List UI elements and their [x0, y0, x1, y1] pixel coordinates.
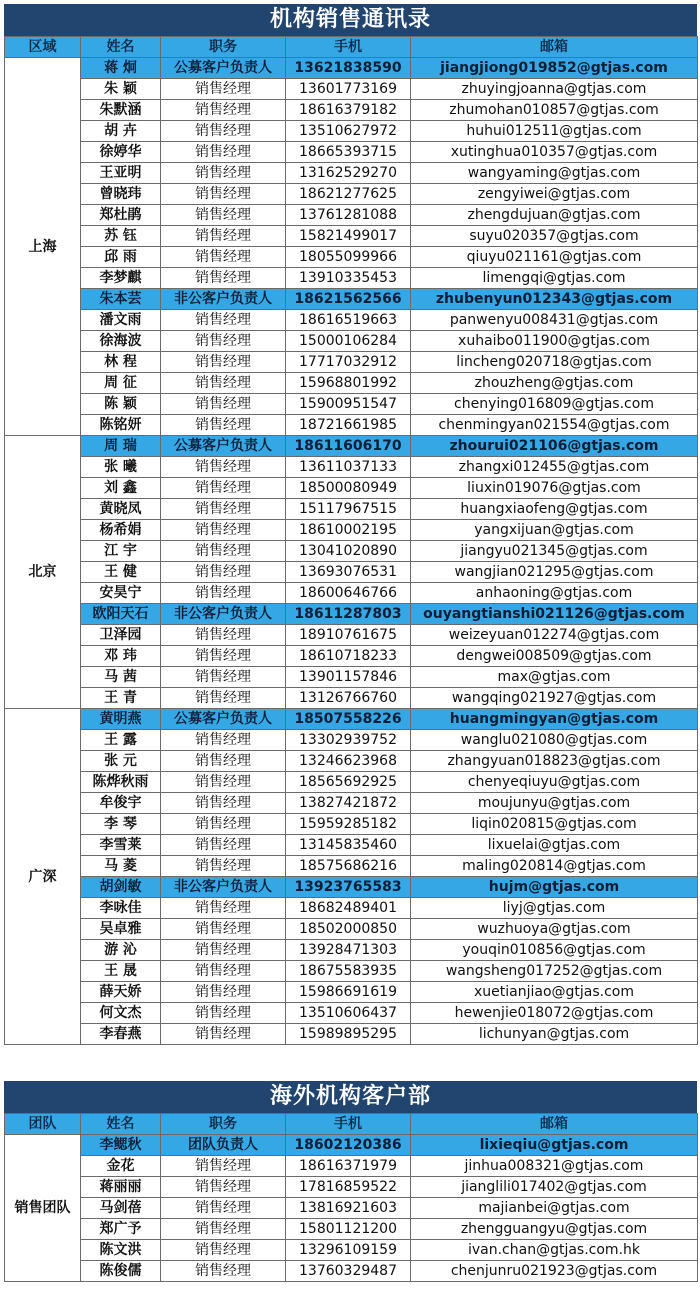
email-cell: ivan.chan@gtjas.com.hk	[411, 1240, 698, 1261]
email-cell: zhouzheng@gtjas.com	[411, 373, 698, 394]
phone-cell: 17816859522	[286, 1177, 411, 1198]
header-email: 邮箱	[411, 37, 698, 58]
header-role: 职务	[161, 1114, 286, 1135]
name-cell: 胡剑敏	[81, 877, 161, 898]
name-cell: 邱 雨	[81, 247, 161, 268]
table-row	[5, 352, 698, 373]
name-cell: 安昊宁	[81, 583, 161, 604]
name-cell: 朱 颖	[81, 79, 161, 100]
table-row	[5, 226, 698, 247]
name-cell: 朱默涵	[81, 100, 161, 121]
name-cell: 陈铭妍	[81, 415, 161, 436]
email-cell: hujm@gtjas.com	[411, 877, 698, 898]
name-cell: 马剑蓓	[81, 1198, 161, 1219]
phone-cell: 13621838590	[286, 58, 411, 79]
email-cell: jinhua008321@gtjas.com	[411, 1156, 698, 1177]
role-cell: 销售经理	[161, 373, 286, 394]
name-cell: 刘 鑫	[81, 478, 161, 499]
email-cell: lincheng020718@gtjas.com	[411, 352, 698, 373]
email-cell: zhubenyun012343@gtjas.com	[411, 289, 698, 310]
email-cell: xuetianjiao@gtjas.com	[411, 982, 698, 1003]
table-row	[5, 541, 698, 562]
role-cell: 销售经理	[161, 1177, 286, 1198]
role-cell: 销售经理	[161, 142, 286, 163]
phone-cell: 13126766760	[286, 688, 411, 709]
name-cell: 徐婷华	[81, 142, 161, 163]
table-row	[5, 688, 698, 709]
table-row	[5, 856, 698, 877]
email-cell: qiuyu021161@gtjas.com	[411, 247, 698, 268]
role-cell: 非公客户负责人	[161, 877, 286, 898]
name-cell: 游 沁	[81, 940, 161, 961]
name-cell: 王亚明	[81, 163, 161, 184]
phone-cell: 18616519663	[286, 310, 411, 331]
role-cell: 销售经理	[161, 415, 286, 436]
name-cell: 薛天娇	[81, 982, 161, 1003]
phone-cell: 18682489401	[286, 898, 411, 919]
table-row	[5, 1240, 698, 1261]
name-cell: 马 菱	[81, 856, 161, 877]
role-cell: 销售经理	[161, 940, 286, 961]
role-cell: 销售经理	[161, 184, 286, 205]
table-row	[5, 961, 698, 982]
directory-table	[4, 36, 698, 1045]
name-cell: 徐海波	[81, 331, 161, 352]
role-cell: 销售经理	[161, 961, 286, 982]
name-cell: 王 晟	[81, 961, 161, 982]
name-cell: 张 曦	[81, 457, 161, 478]
phone-cell: 13510606437	[286, 1003, 411, 1024]
name-cell: 吴卓雅	[81, 919, 161, 940]
table-row	[5, 100, 698, 121]
directory-header-row	[5, 37, 698, 58]
email-cell: liyj@gtjas.com	[411, 898, 698, 919]
table-row	[5, 877, 698, 898]
name-cell: 潘文雨	[81, 310, 161, 331]
email-cell: anhaoning@gtjas.com	[411, 583, 698, 604]
phone-cell: 15986691619	[286, 982, 411, 1003]
role-cell: 销售经理	[161, 982, 286, 1003]
table-row	[5, 184, 698, 205]
phone-cell: 18610718233	[286, 646, 411, 667]
phone-cell: 13145835460	[286, 835, 411, 856]
phone-cell: 13816921603	[286, 1198, 411, 1219]
table-row	[5, 667, 698, 688]
role-cell: 销售经理	[161, 730, 286, 751]
email-cell: wangqing021927@gtjas.com	[411, 688, 698, 709]
email-cell: lixieqiu@gtjas.com	[411, 1135, 698, 1156]
header-email: 邮箱	[411, 1114, 698, 1135]
table-row	[5, 940, 698, 961]
role-cell: 销售经理	[161, 331, 286, 352]
phone-cell: 18507558226	[286, 709, 411, 730]
name-cell: 黄明燕	[81, 709, 161, 730]
role-cell: 销售经理	[161, 121, 286, 142]
name-cell: 卫泽园	[81, 625, 161, 646]
role-cell: 销售经理	[161, 751, 286, 772]
email-cell: zhangyuan018823@gtjas.com	[411, 751, 698, 772]
role-cell: 销售经理	[161, 1198, 286, 1219]
email-cell: chenyeqiuyu@gtjas.com	[411, 772, 698, 793]
role-cell: 销售经理	[161, 520, 286, 541]
phone-cell: 13296109159	[286, 1240, 411, 1261]
email-cell: yangxijuan@gtjas.com	[411, 520, 698, 541]
table-row	[5, 331, 698, 352]
name-cell: 李鳃秋	[81, 1135, 161, 1156]
table-row	[5, 268, 698, 289]
email-cell: zhengdujuan@gtjas.com	[411, 205, 698, 226]
name-cell: 李雪莱	[81, 835, 161, 856]
email-cell: liuxin019076@gtjas.com	[411, 478, 698, 499]
table-row	[5, 373, 698, 394]
email-cell: max@gtjas.com	[411, 667, 698, 688]
directory-region-cell: 上海	[5, 58, 81, 436]
role-cell: 销售经理	[161, 268, 286, 289]
phone-cell: 13611037133	[286, 457, 411, 478]
email-cell: jianglili017402@gtjas.com	[411, 1177, 698, 1198]
role-cell: 团队负责人	[161, 1135, 286, 1156]
role-cell: 销售经理	[161, 1003, 286, 1024]
role-cell: 销售经理	[161, 1240, 286, 1261]
email-cell: limengqi@gtjas.com	[411, 268, 698, 289]
name-cell: 王 健	[81, 562, 161, 583]
email-cell: zhuyingjoanna@gtjas.com	[411, 79, 698, 100]
phone-cell: 18500080949	[286, 478, 411, 499]
table-row	[5, 310, 698, 331]
table-row	[5, 436, 698, 457]
phone-cell: 13302939752	[286, 730, 411, 751]
phone-cell: 13041020890	[286, 541, 411, 562]
phone-cell: 18611287803	[286, 604, 411, 625]
phone-cell: 18565692925	[286, 772, 411, 793]
overseas-body	[5, 1135, 698, 1282]
phone-cell: 15968801992	[286, 373, 411, 394]
phone-cell: 13693076531	[286, 562, 411, 583]
email-cell: dengwei008509@gtjas.com	[411, 646, 698, 667]
role-cell: 公募客户负责人	[161, 58, 286, 79]
directory-region-cell: 广深	[5, 709, 81, 1045]
email-cell: hewenjie018072@gtjas.com	[411, 1003, 698, 1024]
role-cell: 销售经理	[161, 541, 286, 562]
email-cell: huangmingyan@gtjas.com	[411, 709, 698, 730]
email-cell: zengyiwei@gtjas.com	[411, 184, 698, 205]
role-cell: 销售经理	[161, 688, 286, 709]
name-cell: 李 琴	[81, 814, 161, 835]
role-cell: 销售经理	[161, 772, 286, 793]
phone-cell: 18616379182	[286, 100, 411, 121]
role-cell: 销售经理	[161, 1261, 286, 1282]
phone-cell: 18616371979	[286, 1156, 411, 1177]
phone-cell: 18621277625	[286, 184, 411, 205]
name-cell: 王 露	[81, 730, 161, 751]
role-cell: 销售经理	[161, 163, 286, 184]
header-name: 姓名	[81, 37, 161, 58]
role-cell: 销售经理	[161, 835, 286, 856]
role-cell: 销售经理	[161, 625, 286, 646]
name-cell: 张 元	[81, 751, 161, 772]
name-cell: 苏 钰	[81, 226, 161, 247]
table-row	[5, 982, 698, 1003]
directory-body	[5, 58, 698, 1045]
phone-cell: 18602120386	[286, 1135, 411, 1156]
email-cell: zhourui021106@gtjas.com	[411, 436, 698, 457]
header-phone: 手机	[286, 1114, 411, 1135]
table-row	[5, 625, 698, 646]
table-row	[5, 205, 698, 226]
name-cell: 蒋丽丽	[81, 1177, 161, 1198]
phone-cell: 13601773169	[286, 79, 411, 100]
name-cell: 杨希娟	[81, 520, 161, 541]
email-cell: moujunyu@gtjas.com	[411, 793, 698, 814]
email-cell: suyu020357@gtjas.com	[411, 226, 698, 247]
table-row	[5, 415, 698, 436]
phone-cell: 15821499017	[286, 226, 411, 247]
table-row	[5, 751, 698, 772]
table-row	[5, 121, 698, 142]
table-row	[5, 604, 698, 625]
name-cell: 郑广予	[81, 1219, 161, 1240]
role-cell: 销售经理	[161, 499, 286, 520]
email-cell: zhumohan010857@gtjas.com	[411, 100, 698, 121]
header-team: 团队	[5, 1114, 81, 1135]
email-cell: jiangjiong019852@gtjas.com	[411, 58, 698, 79]
phone-cell: 18910761675	[286, 625, 411, 646]
overseas-title: 海外机构客户部	[4, 1081, 697, 1113]
name-cell: 陈俊儒	[81, 1261, 161, 1282]
phone-cell: 18600646766	[286, 583, 411, 604]
table-row	[5, 142, 698, 163]
role-cell: 销售经理	[161, 394, 286, 415]
directory-region-cell: 北京	[5, 436, 81, 709]
name-cell: 陈文洪	[81, 1240, 161, 1261]
name-cell: 周 瑞	[81, 436, 161, 457]
phone-cell: 13760329487	[286, 1261, 411, 1282]
phone-cell: 15900951547	[286, 394, 411, 415]
email-cell: chenjunru021923@gtjas.com	[411, 1261, 698, 1282]
email-cell: jiangyu021345@gtjas.com	[411, 541, 698, 562]
header-role: 职务	[161, 37, 286, 58]
role-cell: 销售经理	[161, 1219, 286, 1240]
phone-cell: 15000106284	[286, 331, 411, 352]
table-row	[5, 1024, 698, 1045]
table-row	[5, 583, 698, 604]
overseas-section	[4, 1081, 697, 1282]
table-row	[5, 58, 698, 79]
name-cell: 陈 颖	[81, 394, 161, 415]
role-cell: 公募客户负责人	[161, 436, 286, 457]
header-phone: 手机	[286, 37, 411, 58]
email-cell: ouyangtianshi021126@gtjas.com	[411, 604, 698, 625]
role-cell: 公募客户负责人	[161, 709, 286, 730]
role-cell: 销售经理	[161, 79, 286, 100]
email-cell: xuhaibo011900@gtjas.com	[411, 331, 698, 352]
name-cell: 郑杜鹃	[81, 205, 161, 226]
email-cell: majianbei@gtjas.com	[411, 1198, 698, 1219]
phone-cell: 13246623968	[286, 751, 411, 772]
table-row	[5, 709, 698, 730]
table-row	[5, 646, 698, 667]
table-row	[5, 1177, 698, 1198]
name-cell: 欧阳天石	[81, 604, 161, 625]
phone-cell: 18721661985	[286, 415, 411, 436]
overseas-header-row	[5, 1114, 698, 1135]
name-cell: 林 程	[81, 352, 161, 373]
table-row	[5, 793, 698, 814]
phone-cell: 13928471303	[286, 940, 411, 961]
phone-cell: 15989895295	[286, 1024, 411, 1045]
role-cell: 销售经理	[161, 100, 286, 121]
table-row	[5, 1156, 698, 1177]
name-cell: 邓 玮	[81, 646, 161, 667]
table-row	[5, 1003, 698, 1024]
email-cell: weizeyuan012274@gtjas.com	[411, 625, 698, 646]
role-cell: 销售经理	[161, 1024, 286, 1045]
email-cell: xutinghua010357@gtjas.com	[411, 142, 698, 163]
phone-cell: 18575686216	[286, 856, 411, 877]
email-cell: wangsheng017252@gtjas.com	[411, 961, 698, 982]
table-row	[5, 814, 698, 835]
phone-cell: 15959285182	[286, 814, 411, 835]
email-cell: wuzhuoya@gtjas.com	[411, 919, 698, 940]
role-cell: 销售经理	[161, 562, 286, 583]
email-cell: lichunyan@gtjas.com	[411, 1024, 698, 1045]
role-cell: 销售经理	[161, 919, 286, 940]
email-cell: youqin010856@gtjas.com	[411, 940, 698, 961]
table-row	[5, 919, 698, 940]
email-cell: maling020814@gtjas.com	[411, 856, 698, 877]
email-cell: liqin020815@gtjas.com	[411, 814, 698, 835]
name-cell: 黄晓凤	[81, 499, 161, 520]
table-row	[5, 163, 698, 184]
phone-cell: 13761281088	[286, 205, 411, 226]
name-cell: 曾晓玮	[81, 184, 161, 205]
table-row	[5, 898, 698, 919]
table-row	[5, 772, 698, 793]
email-cell: wangyaming@gtjas.com	[411, 163, 698, 184]
phone-cell: 18055099966	[286, 247, 411, 268]
name-cell: 马 茜	[81, 667, 161, 688]
phone-cell: 18675583935	[286, 961, 411, 982]
phone-cell: 13923765583	[286, 877, 411, 898]
directory-section	[4, 4, 697, 1045]
phone-cell: 15801121200	[286, 1219, 411, 1240]
role-cell: 销售经理	[161, 352, 286, 373]
table-row	[5, 730, 698, 751]
table-row	[5, 289, 698, 310]
role-cell: 销售经理	[161, 646, 286, 667]
table-row	[5, 562, 698, 583]
email-cell: lixuelai@gtjas.com	[411, 835, 698, 856]
role-cell: 销售经理	[161, 205, 286, 226]
name-cell: 李梦麒	[81, 268, 161, 289]
table-row	[5, 1261, 698, 1282]
phone-cell: 18611606170	[286, 436, 411, 457]
table-row	[5, 835, 698, 856]
email-cell: zhangxi012455@gtjas.com	[411, 457, 698, 478]
phone-cell: 15117967515	[286, 499, 411, 520]
phone-cell: 13510627972	[286, 121, 411, 142]
email-cell: panwenyu008431@gtjas.com	[411, 310, 698, 331]
name-cell: 王 青	[81, 688, 161, 709]
table-row	[5, 520, 698, 541]
role-cell: 销售经理	[161, 583, 286, 604]
name-cell: 金花	[81, 1156, 161, 1177]
name-cell: 朱本芸	[81, 289, 161, 310]
table-row	[5, 247, 698, 268]
email-cell: wangjian021295@gtjas.com	[411, 562, 698, 583]
email-cell: wanglu021080@gtjas.com	[411, 730, 698, 751]
name-cell: 何文杰	[81, 1003, 161, 1024]
name-cell: 江 宇	[81, 541, 161, 562]
name-cell: 周 征	[81, 373, 161, 394]
name-cell: 陈烨秋雨	[81, 772, 161, 793]
table-row	[5, 394, 698, 415]
name-cell: 蒋 炯	[81, 58, 161, 79]
role-cell: 销售经理	[161, 667, 286, 688]
name-cell: 胡 卉	[81, 121, 161, 142]
phone-cell: 17717032912	[286, 352, 411, 373]
phone-cell: 13901157846	[286, 667, 411, 688]
phone-cell: 13910335453	[286, 268, 411, 289]
name-cell: 牟俊宇	[81, 793, 161, 814]
role-cell: 销售经理	[161, 457, 286, 478]
email-cell: chenmingyan021554@gtjas.com	[411, 415, 698, 436]
header-name: 姓名	[81, 1114, 161, 1135]
phone-cell: 18665393715	[286, 142, 411, 163]
phone-cell: 18610002195	[286, 520, 411, 541]
role-cell: 销售经理	[161, 310, 286, 331]
role-cell: 销售经理	[161, 793, 286, 814]
table-row	[5, 1198, 698, 1219]
name-cell: 李咏佳	[81, 898, 161, 919]
phone-cell: 18621562566	[286, 289, 411, 310]
overseas-table	[4, 1113, 698, 1282]
table-row	[5, 478, 698, 499]
email-cell: zhengguangyu@gtjas.com	[411, 1219, 698, 1240]
role-cell: 销售经理	[161, 1156, 286, 1177]
table-row	[5, 499, 698, 520]
table-row	[5, 79, 698, 100]
role-cell: 销售经理	[161, 898, 286, 919]
role-cell: 非公客户负责人	[161, 604, 286, 625]
email-cell: chenying016809@gtjas.com	[411, 394, 698, 415]
table-row	[5, 1219, 698, 1240]
role-cell: 销售经理	[161, 226, 286, 247]
role-cell: 销售经理	[161, 247, 286, 268]
directory-title: 机构销售通讯录	[4, 4, 697, 36]
table-row	[5, 457, 698, 478]
name-cell: 李春燕	[81, 1024, 161, 1045]
role-cell: 销售经理	[161, 814, 286, 835]
email-cell: huhui012511@gtjas.com	[411, 121, 698, 142]
role-cell: 销售经理	[161, 856, 286, 877]
overseas-region-cell: 销售团队	[5, 1135, 81, 1282]
role-cell: 销售经理	[161, 478, 286, 499]
phone-cell: 13162529270	[286, 163, 411, 184]
header-region: 区域	[5, 37, 81, 58]
email-cell: huangxiaofeng@gtjas.com	[411, 499, 698, 520]
table-row	[5, 1135, 698, 1156]
phone-cell: 18502000850	[286, 919, 411, 940]
role-cell: 非公客户负责人	[161, 289, 286, 310]
phone-cell: 13827421872	[286, 793, 411, 814]
